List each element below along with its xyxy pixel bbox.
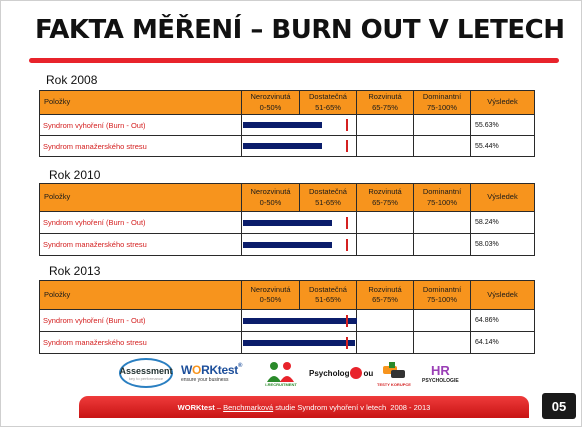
- header-col4: Dominantní 75-100%: [414, 91, 471, 115]
- header-col4: Dominantní 75-100%: [414, 184, 471, 212]
- result-bar: [243, 143, 322, 149]
- footer-text: studie Syndrom vyhoření v letech 2008 - 2013: [273, 402, 431, 412]
- header-col1: Nerozvinutá 0-50%: [242, 281, 300, 310]
- table-row: [40, 332, 535, 354]
- threshold-marker: [346, 119, 348, 131]
- hands-icon: [381, 360, 407, 382]
- result-value: 58.24%: [471, 212, 535, 234]
- result-bar: [243, 122, 322, 128]
- row-label: Syndrom manažerského stresu: [40, 332, 242, 354]
- table-header: [40, 281, 535, 310]
- header-col3: Rozvinutá 65-75%: [357, 91, 414, 115]
- result-value: 58.03%: [471, 234, 535, 256]
- header-result: Výsledek: [471, 184, 535, 212]
- people-icon: [265, 360, 297, 382]
- result-value: 55.63%: [471, 115, 535, 136]
- red-dot-icon: [350, 367, 362, 379]
- recruitment-logo: I-RECRUITMENT: [265, 356, 297, 390]
- header-items: Položky: [40, 184, 242, 212]
- threshold-marker: [346, 217, 348, 229]
- table-row: [40, 212, 535, 234]
- worktest-logo: WORKtest® ensure your business: [181, 363, 243, 383]
- page-number: 05: [542, 393, 576, 419]
- header-col3: Rozvinutá 65-75%: [357, 281, 414, 310]
- threshold-marker: [346, 315, 348, 327]
- table-header: [40, 184, 535, 212]
- testy-korupce-logo: TESTY KORUPCE: [377, 356, 411, 390]
- table-row: [40, 310, 535, 332]
- table-header: [40, 91, 535, 115]
- partner-logos: [119, 356, 479, 390]
- header-col2: Dostatečná 51-65%: [300, 281, 357, 310]
- header-col1: Nerozvinutá 0-50%: [242, 91, 300, 115]
- year-label-2010: Rok 2010: [49, 168, 101, 182]
- header-items: Položky: [40, 91, 242, 115]
- footer-separator: –: [214, 402, 224, 412]
- header-col2: Dostatečná 51-65%: [300, 91, 357, 115]
- measurement-table-2013: [39, 280, 535, 354]
- row-label: Syndrom manažerského stresu: [40, 234, 242, 256]
- table-row: [40, 234, 535, 256]
- header-col1: Nerozvinutá 0-50%: [242, 184, 300, 212]
- title-underline: [29, 58, 559, 63]
- row-label: Syndrom manažerského stresu: [40, 136, 242, 157]
- measurement-table-2008: [39, 90, 535, 157]
- result-bar: [243, 340, 355, 346]
- footer-bar: [79, 396, 529, 418]
- result-bar: [243, 318, 357, 324]
- row-label: Syndrom vyhoření (Burn - Out): [40, 310, 242, 332]
- result-bar: [243, 242, 332, 248]
- header-col3: Rozvinutá 65-75%: [357, 184, 414, 212]
- header-items: Položky: [40, 281, 242, 310]
- result-bar: [243, 220, 332, 226]
- header-col2: Dostatečná 51-65%: [300, 184, 357, 212]
- slide-title: FAKTA MĚŘENÍ – BURN OUT V LETECH: [35, 15, 565, 45]
- row-label: Syndrom vyhoření (Burn - Out): [40, 115, 242, 136]
- year-label-2013: Rok 2013: [49, 264, 101, 278]
- threshold-marker: [346, 239, 348, 251]
- footer-link[interactable]: Benchmarková: [223, 402, 274, 412]
- hr-psychologie-logo: HR PSYCHOLOGIE: [422, 362, 459, 384]
- result-value: 64.14%: [471, 332, 535, 354]
- psychology-logo: Psycholog ou: [309, 368, 374, 378]
- header-result: Výsledek: [471, 91, 535, 115]
- row-label: Syndrom vyhoření (Burn - Out): [40, 212, 242, 234]
- footer-brand: WORKtest: [177, 402, 215, 412]
- result-value: 64.86%: [471, 310, 535, 332]
- table-row: [40, 136, 535, 157]
- measurement-table-2010: [39, 183, 535, 256]
- year-label-2008: Rok 2008: [46, 73, 98, 87]
- header-result: Výsledek: [471, 281, 535, 310]
- result-value: 55.44%: [471, 136, 535, 157]
- threshold-marker: [346, 337, 348, 349]
- header-col4: Dominantní 75-100%: [414, 281, 471, 310]
- assessment-logo: Assessment key to performance: [119, 356, 173, 390]
- table-row: [40, 115, 535, 136]
- threshold-marker: [346, 140, 348, 152]
